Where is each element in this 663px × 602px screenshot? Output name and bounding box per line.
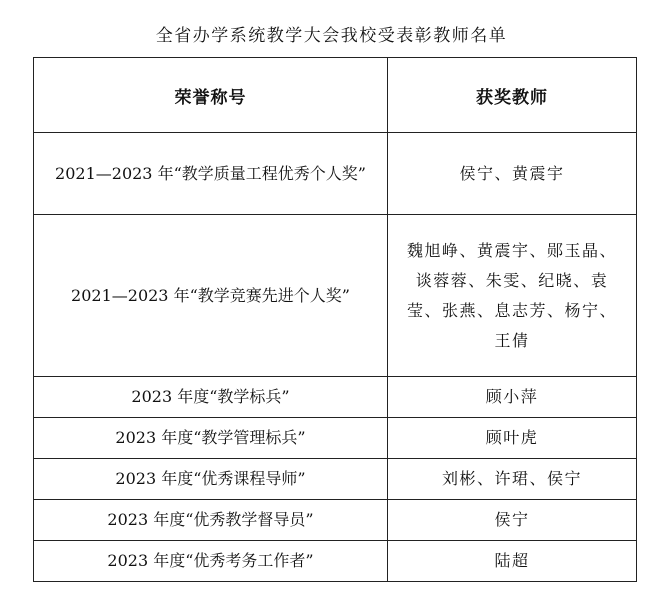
honor-table (33, 57, 637, 582)
header-honor-title: 荣誉称号 (34, 58, 388, 133)
teacher-names: 魏旭峥、黄震宇、郧玉晶、谈蓉蓉、朱雯、纪晓、袁莹、张燕、息志芳、杨宁、王倩 (406, 240, 617, 350)
table-row (34, 541, 637, 582)
honor-title: 2023 年度“优秀考务工作者” (107, 551, 314, 570)
honor-title: 2021—2023 年“教学竞赛先进个人奖” (71, 285, 350, 305)
header-award-teachers: 获奖教师 (388, 58, 637, 133)
document-title: 全省办学系统教学大会我校受表彰教师名单 (155, 26, 508, 46)
teachers-cell (388, 459, 637, 500)
table-row (34, 133, 637, 215)
honor-title: 2023 年度“教学标兵” (131, 387, 290, 406)
teacher-names: 陆超 (494, 551, 530, 570)
teacher-names: 侯宁 (494, 510, 530, 529)
table-row (34, 215, 637, 377)
teachers-cell (388, 215, 637, 377)
honor-title: 2023 年度“优秀课程导师” (115, 469, 306, 488)
teachers-cell (388, 418, 637, 459)
teacher-names: 顾小萍 (485, 387, 539, 406)
honor-cell (34, 133, 388, 215)
honor-title: 2021—2023 年“教学质量工程优秀个人奖” (55, 163, 366, 183)
teacher-names: 顾叶虎 (485, 428, 539, 447)
honor-cell (34, 541, 388, 582)
teacher-names: 刘彬、许珺、侯宁 (441, 469, 582, 488)
honor-cell (34, 418, 388, 459)
teachers-cell (388, 133, 637, 215)
honor-cell (34, 500, 388, 541)
table-row (34, 418, 637, 459)
teachers-cell (388, 377, 637, 418)
table-row (34, 500, 637, 541)
table-row (34, 377, 637, 418)
teachers-cell (388, 541, 637, 582)
honor-title: 2023 年度“教学管理标兵” (115, 428, 306, 447)
honor-cell (34, 459, 388, 500)
honor-title: 2023 年度“优秀教学督导员” (107, 510, 314, 529)
table-header-row (34, 58, 637, 133)
honor-cell (34, 215, 388, 377)
teacher-names: 侯宁、黄震宇 (459, 163, 565, 183)
honor-cell (34, 377, 388, 418)
teachers-cell (388, 500, 637, 541)
table-row (34, 459, 637, 500)
